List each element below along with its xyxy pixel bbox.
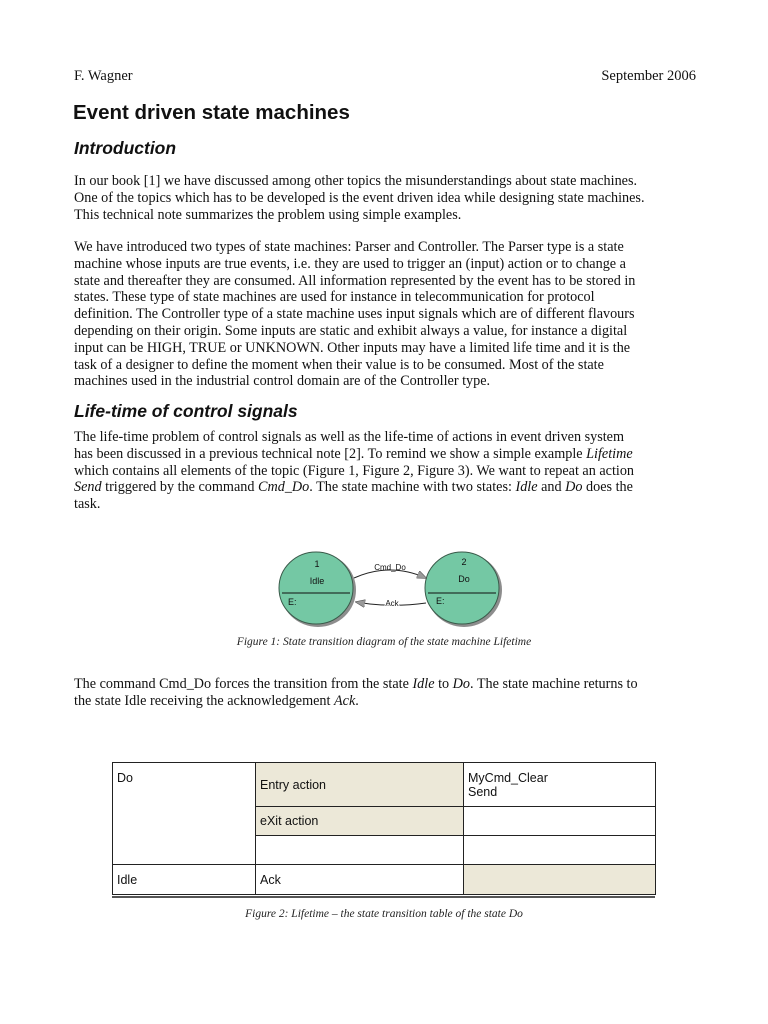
emphasis-lifetime: Lifetime [586,445,633,462]
emphasis-idle: Idle [412,676,435,692]
table-row [113,763,656,807]
text-line: In our book [1] we have discussed among other topics the misunderstandings about state machines. [74,173,638,189]
table-cell-action [464,807,656,836]
text-run: The command Cmd_Do forces the transition from the state [74,676,413,692]
text-line: This technical note summarizes the problem using simple examples. [74,206,462,223]
table-underline [112,896,655,898]
text-run: does the [582,479,633,496]
text-line: depending on their origin. Some inputs are static and exhibit always a value, for instance a digital [74,322,628,339]
state-number: 1 [314,559,320,569]
header-author: F. Wagner [74,68,133,84]
emphasis-idle: Idle [515,479,538,496]
text-run: . The state machine with two states: [309,479,516,496]
state-do [425,552,499,624]
header-date: September 2006 [601,68,696,84]
text-line: One of the topics which has to be developed is the event driven idea while designing state machines. [74,189,645,206]
emphasis-do: Do [565,479,583,496]
table-cell-action [464,763,656,807]
lifetime-paragraph-1 [74,429,714,513]
lifetime-paragraph-2 [74,676,714,710]
state-entry-label: E: [288,597,297,607]
table-cell-action [464,836,656,865]
transition-label-cmd-do: Cmd_Do [374,563,406,572]
text-line: state and thereafter they are consumed. All information represented by the event has to be stored in [74,272,636,289]
table-cell-condition: Entry action [256,763,464,807]
table-cell-state: Do [113,763,256,865]
table-cell-condition: eXit action [256,807,464,836]
state-transition-diagram [270,548,510,630]
text-line [74,693,714,710]
text-run: to [434,676,453,692]
text-run: . [355,692,359,709]
text-line: task of a designer to define the moment when their value is to be consumed. Most of the state [74,356,604,373]
table-cell-action [464,865,656,895]
text-line: input can be HIGH, TRUE or UNKNOWN. Other inputs may have a limited life time and it is the [74,339,631,356]
text-line: machines used in the industrial control domain are of the Controller type. [74,373,491,390]
state-entry-label: E: [436,596,445,606]
emphasis-do: Do [452,676,470,692]
emphasis-ack: Ack [334,692,356,709]
intro-paragraph-1 [74,173,714,223]
text-line: which contains all elements of the topic (Figure 1, Figure 2, Figure 3). We want to repeat an action [74,462,635,479]
state-idle [279,552,353,624]
text-run: triggered by the command [101,479,259,496]
text-line: machine whose inputs are true events, i.e. they are used to trigger an (input) action or to change a [74,255,626,272]
document-title: Event driven state machines [73,101,350,124]
table-cell-condition: Ack [256,865,464,895]
table-cell-condition [256,836,464,865]
text-line: states. These type of state machines are used for instance in telecommunication for protocol [74,289,595,306]
intro-paragraph-2 [74,239,714,390]
text-line: definition. The Controller type of a state machine uses input signals which are of different flavours [74,306,635,323]
text-run: . The state machine returns to [470,676,638,692]
state-transition-table [112,762,656,895]
heading-lifetime: Life-time of control signals [74,401,298,421]
text-run: has been discussed in a previous technical note [2]. To remind we show a simple example [74,445,587,462]
figure-2-caption: Figure 2: Lifetime – the state transition table of the state Do [245,908,523,920]
heading-introduction: Introduction [74,138,177,158]
text-run: and [537,479,566,496]
text-line: task. [74,496,101,513]
text-line [74,676,714,693]
table-row [113,865,656,895]
text-line: The life-time problem of control signals as well as the life-time of actions in event driven system [74,429,625,445]
emphasis-cmd-do: Cmd_Do [258,479,310,496]
action-line: Send [468,784,498,799]
figure-1-caption: Figure 1: State transition diagram of the state machine Lifetime [236,636,532,648]
state-number: 2 [461,557,467,567]
emphasis-send: Send [74,479,102,496]
text-line [74,446,714,463]
state-name: Idle [309,576,325,586]
text-line [74,479,714,496]
state-name: Do [458,574,470,584]
text-run: the state Idle receiving the acknowledgement [74,692,334,709]
action-line: MyCmd_Clear [468,770,548,785]
text-line: We have introduced two types of state machines: Parser and Controller. The Parser type is a state [74,239,624,255]
transition-label-ack: Ack [385,599,399,608]
table-cell-state: Idle [113,865,256,895]
